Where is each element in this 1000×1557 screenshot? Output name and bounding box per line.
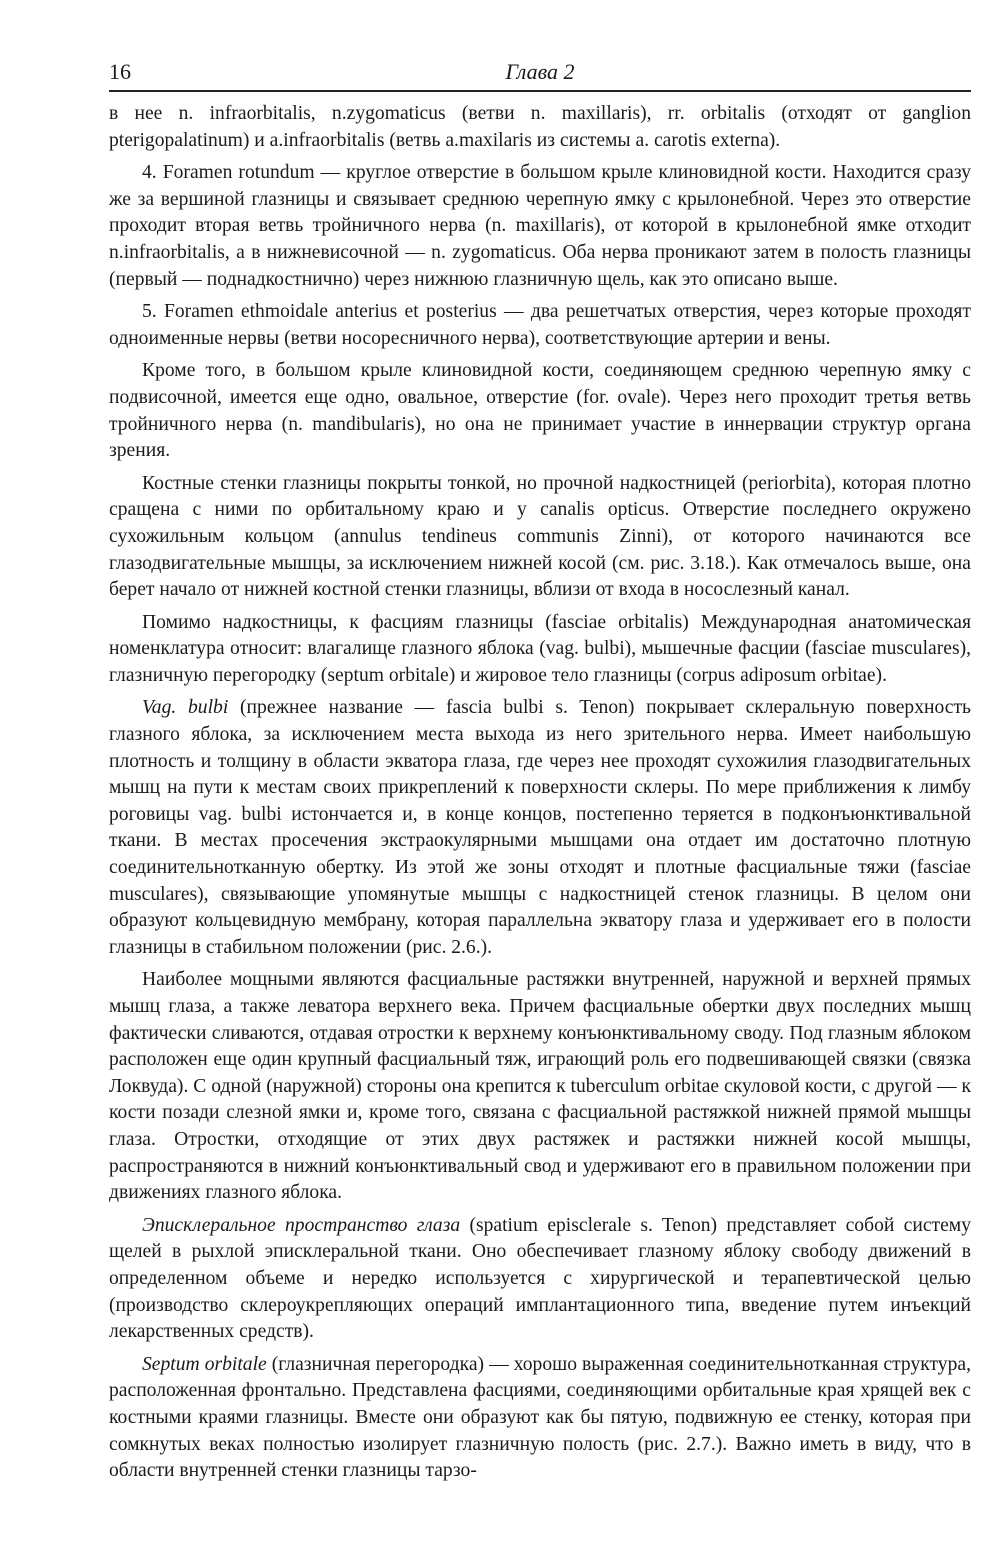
paragraph: Эписклеральное пространство глаза (spatium episclerale s. Tenon) представляет собой систему щелей в рыхлой эписклеральной ткани. Оно обеспечивает глазному яблоку свободу движений в определенном объеме и нередко используется с хирургической и терапевтической целью (производство склероукрепляющих операций имплантационного типа, введение путем инъекций лекарственных средств).: [109, 1214, 971, 1343]
paragraph: в нее n. infraorbitalis, n.zygomaticus (ветви n. maxillaris), rr. orbitalis (отходят от ganglion pterigopalatinum) и a.infraorbitalis (ветвь a.maxilaris из системы a. carotis externa).: [109, 103, 971, 151]
italic-term: Эписклеральное пространство глаза: [142, 1214, 461, 1236]
paragraph: Костные стенки глазницы покрыты тонкой, но прочной надкостницей (periorbita), которая плотно сращена с ними по орбитальному краю и у canalis opticus. Отверстие последнего окружено сухожильным кольцом (annulus tendineus communis Zinni), от которого начинаются все глазодвигательные мышцы, за исключением нижней косой (см. рис. 3.18.). Как отмечалось выше, она берет начало от нижней костной стенки глазницы, вблизи от входа в носослезный канал.: [109, 472, 971, 601]
paragraph: Помимо надкостницы, к фасциям глазницы (fasciae orbitalis) Международная анатомическая номенклатура относит: влагалище глазного яблока (vag. bulbi), мышечные фасции (fasciae musculares), глазничную перегородку (septum orbitale) и жировое тело глазницы (corpus adiposum orbitae).: [109, 611, 971, 686]
paragraph: 4. Foramen rotundum — круглое отверстие в большом крыле клиновидной кости. Находится сразу же за вершиной глазницы и связывает среднюю черепную ямку с крылонебной. Через это отверстие проходит вторая ветвь тройничного нерва (n. maxillaris), от которой в крылонебной ямке отходит n.infraorbitalis, а в нижневисочной — n. zygomaticus. Оба нерва проникают затем в полость глазницы (первый — поднадкостнично) через нижнюю глазничную щель, как это описано выше.: [109, 162, 971, 290]
paragraph: 5. Foramen ethmoidale anterius et posterius — два решетчатых отверстия, через которые проходят одноименные нервы (ветви носоресничного нерва), соответствующие артерии и вены.: [109, 301, 971, 349]
paragraph: Кроме того, в большом крыле клиновидной кости, соединяющем среднюю черепную ямку с подвисочной, имеется еще одно, овальное, отверстие (for. ovale). Через него проходит третья ветвь тройничного нерва (n. mandibularis), но она не принимает участие в иннервации структур органа зрения.: [109, 360, 971, 462]
italic-term: Vag. bulbi: [142, 697, 229, 719]
paragraph: Наиболее мощными являются фасциальные растяжки внутренней, наружной и верхней прямых мышц глаза, а также леватора верхнего века. Причем фасциальные обертки двух последних мышц фактически сливаются, отдавая отростки к верхнему конъюнктивальному своду. Под глазным яблоком расположен еще один крупный фасциальный тяж, играющий роль его подвешивающей связки (связка Локвуда). С одной (наружной) стороны она крепится к tuberculum orbitae скуловой кости, с другой — к кости позади слезной ямки и, кроме того, связана с фасциальной растяжкой нижней прямой мышцы глаза. Отростки, отходящие от этих двух растяжек и растяжки нижней косой мышцы, распространяются в нижний конъюнктивальный свод и удерживают его в правильном положении при движениях глазного яблока.: [109, 969, 971, 1204]
page-header: [109, 58, 971, 92]
body-text: [109, 101, 971, 1491]
page-number: 16: [109, 59, 131, 84]
paragraph: Vag. bulbi (прежнее название — fascia bulbi s. Tenon) покрывает склеральную поверхность глазного яблока, за исключением места выхода из него зрительного нерва. Имеет наибольшую плотность и толщину в области экватора глаза, где через нее проходят сухожилия глазодвигательных мышц на пути к местам своих прикреплений к поверхности склеры. По мере приближения к лимбу роговицы vag. bulbi истончается и, в конце концов, постепенно теряется в подконъюнктивальной ткани. В местах просечения экстраокулярными мышцами она отдает им достаточно плотную соединительнотканную обертку. Из этой же зоны отходят и плотные фасциальные тяжи (fasciae musculares), связывающие упомянутые мышцы с надкостницей стенок глазницы. В целом они образуют кольцевидную мембрану, которая параллельна экватору глаза и удерживает его в полости глазницы в стабильном положении (рис. 2.6.).: [109, 697, 971, 958]
running-head: Глава 2: [505, 59, 575, 84]
italic-term: Septum orbitale: [142, 1353, 267, 1375]
paragraph: Septum orbitale (глазничная перегородка) — хорошо выраженная соединительнотканная структура, расположенная фронтально. Представлена фасциями, соединяющими орбитальные края хрящей век с костными краями глазницы. Вместе они образуют как бы пятую, подвижную ее стенку, которая при сомкнутых веках полностью изолирует глазничную полость (рис. 2.7.). Важно иметь в виду, что в области внутренней стенки глазницы тарзо-: [109, 1353, 971, 1482]
